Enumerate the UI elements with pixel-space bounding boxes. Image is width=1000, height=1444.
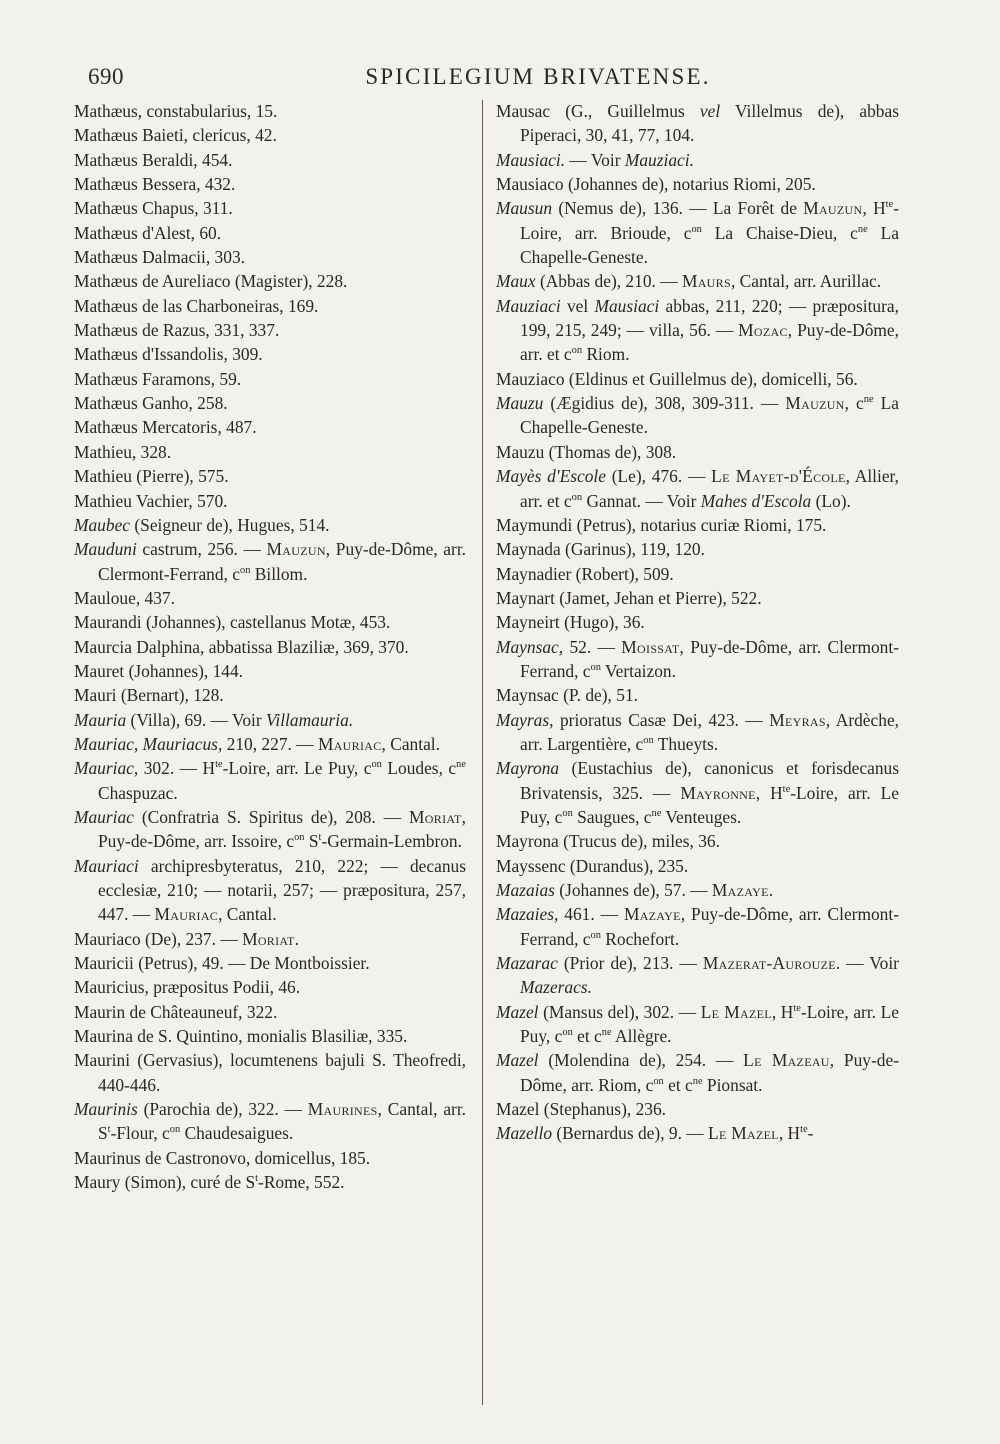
index-entry: [496, 269, 899, 293]
entry-text: Mauziaci: [496, 295, 561, 316]
entry-text: archipresbyteratus, 210, 222; — decanus ecclesiæ, 210; — notarii, 257; — præpositura, 257, 447. —: [98, 855, 466, 925]
index-entry: [74, 610, 466, 634]
entry-text: on: [562, 1027, 573, 1039]
entry-text: Mauduni: [74, 539, 137, 560]
entry-text: (Confratria S. Spiritus de), 208. —: [133, 806, 410, 827]
entry-text: Billom.: [250, 563, 308, 584]
entry-text: , H: [755, 782, 783, 803]
entry-text: Mayrona: [496, 758, 560, 779]
entry-text: Meyras: [769, 709, 826, 730]
entry-text: prioratus Casæ Dei, 423. —: [553, 709, 770, 730]
entry-text: Mazarac: [496, 953, 558, 974]
entry-text: -Loire, arr. Le Puy, c: [520, 782, 899, 827]
index-entry: [496, 586, 899, 610]
index-entry: [496, 1000, 899, 1049]
entry-text: Mathieu (Pierre), 575.: [74, 466, 229, 487]
index-entry: [74, 659, 466, 683]
entry-text: Moriat: [409, 806, 462, 827]
entry-text: Mazaye: [623, 904, 681, 925]
entry-text: te: [215, 759, 223, 771]
index-entry: [74, 1048, 466, 1097]
entry-text: Chaspuzac.: [98, 782, 178, 803]
index-entry: [74, 975, 466, 999]
entry-text: on: [590, 662, 601, 674]
index-entry: [74, 269, 466, 293]
index-column-left: [74, 99, 466, 1194]
entry-text: Mathæus Baieti, clericus, 42.: [74, 125, 277, 146]
entry-text: Mazerat-Aurouze: [702, 953, 836, 974]
index-entry: [496, 1097, 899, 1121]
entry-text: Maurin de Châteauneuf, 322.: [74, 1001, 278, 1022]
entry-text: Pionsat.: [702, 1074, 763, 1095]
entry-text: Mathæus Mercatoris, 487.: [74, 417, 257, 438]
entry-text: Rochefort.: [600, 928, 680, 949]
index-entry: [74, 318, 466, 342]
index-entry: [74, 391, 466, 415]
entry-text: -Germain-Lembron.: [321, 831, 462, 852]
entry-text: , H: [862, 198, 886, 219]
entry-text: castrum, 256. —: [136, 539, 267, 560]
index-entry: [74, 99, 466, 123]
entry-text: Thueyts.: [653, 733, 719, 754]
entry-text: Mahes d'Escola: [700, 490, 812, 511]
index-entry: [74, 805, 466, 854]
entry-text: (Nemus de), 136. — La Forêt de: [552, 198, 804, 219]
index-entry: [74, 221, 466, 245]
index-entry: [496, 196, 899, 269]
index-entry: [74, 123, 466, 147]
index-entry: [496, 1048, 899, 1097]
entry-text: Mathæus de las Charboneiras, 169.: [74, 295, 319, 316]
entry-text: Mauriac: [317, 733, 382, 754]
entry-text: Mauzu: [496, 393, 544, 414]
entry-text: on: [691, 223, 702, 235]
entry-text: , c: [844, 393, 864, 414]
entry-text: Mayras,: [496, 709, 554, 730]
index-entry: [74, 415, 466, 439]
entry-text: Mayès d'Escole: [496, 466, 606, 487]
entry-text: Maynsac (P. de), 51.: [496, 685, 638, 706]
entry-text: on: [571, 491, 583, 503]
index-entry: [74, 1170, 466, 1194]
entry-text: Mauria: [74, 709, 127, 730]
entry-text: te: [800, 1124, 808, 1136]
entry-text: Maurandi (Johannes), castellanus Motæ, 453.: [74, 612, 391, 633]
entry-text: , Cantal.: [218, 904, 277, 925]
entry-text: , Ardèche, arr. Largentière, c: [520, 709, 900, 754]
page-number: 690: [88, 64, 124, 89]
entry-text: (Johannes de), 57. —: [554, 880, 712, 900]
index-entry: [496, 391, 899, 440]
entry-text: on: [653, 1075, 664, 1087]
index-entry: [496, 829, 899, 853]
entry-text: 52. —: [563, 636, 622, 657]
entry-text: Saugues, c: [572, 806, 652, 827]
entry-text: Maurines: [307, 1099, 378, 1120]
index-entry: [74, 1000, 466, 1024]
entry-text: vel: [699, 101, 721, 121]
entry-text: Le Mayet-d'École: [711, 466, 846, 487]
index-entry: [496, 854, 899, 878]
entry-text: (Villa), 69. — Voir: [126, 709, 267, 730]
index-entry: [496, 294, 899, 367]
entry-text: on: [169, 1124, 181, 1136]
entry-text: Mauricius, præpositus Podii, 46.: [74, 977, 301, 998]
entry-text: Loudes, c: [381, 758, 457, 779]
entry-text: Maurini (Gervasius), locumtenens bajuli S. Theofredi, 440-446.: [74, 1050, 466, 1095]
entry-text: , H: [771, 1001, 794, 1022]
entry-text: Mayssenc (Durandus), 235.: [496, 855, 689, 876]
entry-text: La Chapelle-Geneste.: [520, 393, 899, 438]
index-entry: [74, 708, 466, 732]
entry-text: Maux: [496, 271, 536, 292]
entry-text: on: [571, 345, 583, 357]
entry-text: , Cantal.: [381, 733, 440, 754]
entry-text: ne: [601, 1027, 612, 1039]
entry-text: Mauret (Johannes), 144.: [74, 660, 244, 681]
entry-text: Maymundi (Petrus), notarius curiæ Riomi, 175.: [496, 514, 827, 535]
entry-text: , Puy-de-Dôme, arr. Riom, c: [520, 1050, 899, 1095]
index-entry: [74, 586, 466, 610]
index-entry: [496, 1121, 899, 1145]
index-entry: [496, 610, 899, 634]
entry-text: on: [371, 759, 382, 771]
entry-text: Mausun: [496, 198, 553, 219]
entry-text: Mathæus Faramons, 59.: [74, 368, 242, 389]
entry-text: , Puy-de-Dôme, arr. Clermont-Ferrand, c: [98, 539, 466, 584]
entry-text: , Puy-de-Dôme, arr. et c: [520, 320, 899, 365]
entry-text: -Loire, arr. Le Puy, c: [222, 758, 372, 779]
index-entry: [496, 367, 899, 391]
entry-text: Gannat. — Voir: [582, 490, 701, 511]
entry-text: Mazeracs.: [520, 977, 592, 998]
entry-text: Maurinis: [74, 1099, 138, 1120]
index-entry: [74, 245, 466, 269]
entry-text: S: [304, 831, 319, 852]
entry-text: , Cantal, arr. Aurillac.: [730, 271, 882, 292]
entry-text: Mauriaco (De), 237. —: [74, 928, 243, 949]
entry-text: Mauriac: [74, 806, 134, 827]
entry-text: Mathieu Vachier, 570.: [74, 490, 228, 511]
entry-text: t: [107, 1124, 111, 1136]
entry-text: vel: [560, 295, 595, 316]
entry-text: (Abbas de), 210. —: [535, 271, 682, 292]
entry-text: ne: [863, 394, 874, 406]
index-entry: [74, 756, 466, 805]
index-entry: [496, 148, 899, 172]
entry-text: .: [294, 928, 300, 949]
entry-text: ne: [651, 808, 662, 820]
entry-text: Mausac (G., Guillelmus: [496, 101, 700, 121]
entry-text: te: [782, 783, 791, 795]
entry-text: ne: [692, 1075, 703, 1087]
entry-text: . — Voir: [835, 953, 899, 974]
index-entry: [74, 513, 466, 537]
entry-text: Mozac: [738, 320, 788, 341]
entry-text: et c: [572, 1026, 602, 1047]
index-entry: [496, 562, 899, 586]
entry-text: et c: [663, 1074, 693, 1095]
index-entry: [496, 708, 899, 757]
entry-text: Vertaizon.: [600, 660, 676, 681]
entry-text: .: [768, 880, 774, 900]
entry-text: Mauri (Bernart), 128.: [74, 685, 224, 706]
entry-text: Maubec: [74, 514, 131, 535]
entry-text: , Allier, arr. et c: [520, 466, 899, 511]
entry-text: (Prior de), 213. —: [557, 953, 703, 974]
entry-text: Chaudesaigues.: [180, 1123, 294, 1144]
entry-text: -Loire, arr. Le Puy, c: [520, 1001, 899, 1047]
entry-text: Mauziaci.: [624, 149, 694, 170]
entry-text: 461. —: [558, 904, 624, 925]
entry-text: Mathæus Dalmacii, 303.: [74, 247, 245, 268]
entry-text: La Chaise-Dieu, c: [701, 222, 858, 243]
entry-text: Allègre.: [611, 1026, 672, 1047]
entry-text: te: [885, 199, 894, 211]
entry-text: Mathæus de Razus, 331, 337.: [74, 320, 280, 341]
entry-text: on: [562, 808, 573, 820]
index-entry: [74, 951, 466, 975]
entry-text: Mausiaco (Johannes de), notarius Riomi, 205.: [496, 174, 816, 195]
entry-text: on: [643, 735, 654, 747]
entry-text: (Ægidius de), 308, 309-311. —: [543, 393, 786, 414]
index-entry: [74, 196, 466, 220]
entry-text: Mauriac: [154, 904, 219, 925]
entry-text: (Eustachius de), canonicus et forisdecanus Brivatensis, 325. —: [520, 758, 899, 803]
entry-text: ne: [857, 223, 868, 235]
entry-text: Mayrona (Trucus de), miles, 36.: [496, 831, 720, 852]
entry-text: Mausiaci: [594, 295, 660, 316]
entry-text: Mauloue, 437.: [74, 587, 175, 608]
entry-text: Mathæus d'Issandolis, 309.: [74, 344, 263, 365]
index-entry: [496, 440, 899, 464]
entry-text: Mauriaci: [74, 855, 139, 876]
entry-text: on: [294, 832, 305, 844]
index-entry: [74, 294, 466, 318]
entry-text: Maynadier (Robert), 509.: [496, 563, 674, 584]
entry-text: Mathieu, 328.: [74, 441, 172, 462]
entry-text: Mathæus, constabularius, 15.: [74, 101, 278, 121]
index-entry: [74, 489, 466, 513]
entry-text: (Mansus del), 302. —: [538, 1001, 701, 1022]
entry-text: (Bernardus de), 9. —: [552, 1123, 709, 1144]
entry-text: Mathæus d'Alest, 60.: [74, 222, 222, 243]
index-entry: [74, 440, 466, 464]
entry-text: Mauzun: [785, 393, 845, 414]
entry-text: t: [255, 1173, 259, 1185]
entry-text: t: [318, 832, 322, 844]
index-entry: [74, 732, 466, 756]
index-entry: [74, 854, 466, 927]
entry-text: Mauzun: [803, 198, 863, 219]
entry-text: Mauriac,: [74, 758, 139, 779]
entry-text: Mausiaci.: [496, 149, 566, 170]
index-entry: [74, 1097, 466, 1146]
entry-text: Mauziaco (Eldinus et Guillelmus de), domicelli, 56.: [496, 368, 858, 389]
index-entry: [74, 1146, 466, 1170]
entry-text: Mayneirt (Hugo), 36.: [496, 612, 645, 633]
index-entry: [496, 902, 899, 951]
entry-text: ne: [456, 759, 466, 771]
entry-text: Moissat: [621, 636, 680, 657]
index-entry: [74, 927, 466, 951]
entry-text: Mauzu (Thomas de), 308.: [496, 441, 677, 462]
entry-text: Mathæus Ganho, 258.: [74, 393, 228, 414]
entry-text: 210, 227. —: [222, 733, 318, 754]
entry-text: La Chapelle-Geneste.: [520, 222, 899, 268]
entry-text: Riom.: [582, 344, 630, 365]
index-entry: [496, 537, 899, 561]
index-entry: [74, 635, 466, 659]
entry-text: -Flour, c: [110, 1123, 170, 1144]
entry-text: Maurs: [681, 271, 731, 292]
entry-text: Maynart (Jamet, Jehan et Pierre), 522.: [496, 587, 762, 608]
entry-text: (Seigneur de), Hugues, 514.: [130, 514, 330, 535]
entry-text: — Voir: [565, 149, 625, 170]
entry-text: Maurina de S. Quintino, monialis Blasiliæ, 335.: [74, 1026, 408, 1047]
entry-text: -Rome, 552.: [258, 1172, 345, 1193]
index-entry: [74, 537, 466, 586]
entry-text: Villelmus de), abbas Piperaci, 30, 41, 77, 104.: [520, 101, 899, 146]
entry-text: Venteuges.: [661, 806, 742, 827]
index-entry: [496, 951, 899, 1000]
entry-text: Mauzun: [266, 539, 326, 560]
entry-text: Mathæus Beraldi, 454.: [74, 149, 233, 170]
entry-text: Mayronne: [680, 782, 756, 803]
entry-text: Mauricii (Petrus), 49. — De Montboissier.: [74, 953, 370, 974]
entry-text: Moriat: [242, 928, 295, 949]
index-column-right: [496, 99, 899, 1146]
entry-text: , Cantal, arr. S: [98, 1099, 467, 1144]
entry-text: Mazaies,: [496, 904, 559, 925]
entry-text: abbas, 211, 220; — præpositura, 199, 215, 249; — villa, 56. —: [520, 295, 899, 341]
index-entry: [74, 1024, 466, 1048]
index-entry: [496, 464, 899, 513]
page-title: SPICILEGIUM BRIVATENSE.: [365, 64, 711, 89]
entry-text: Maurcia Dalphina, abbatissa Blaziliæ, 369, 370.: [74, 636, 409, 657]
index-entry: [496, 99, 899, 148]
entry-text: Mauriac, Mauriacus,: [74, 733, 223, 754]
entry-text: -: [807, 1123, 814, 1144]
entry-text: Mazello: [496, 1123, 553, 1144]
entry-text: (Le), 476. —: [605, 466, 712, 487]
entry-text: , Puy-de-Dôme, arr. Clermont-Ferrand, c: [520, 636, 899, 681]
entry-text: Mazel: [496, 1001, 539, 1022]
entry-text: Mathæus Bessera, 432.: [74, 174, 236, 195]
entry-text: Villamauria.: [266, 709, 354, 730]
index-entry: [496, 172, 899, 196]
entry-text: Le Mazel: [700, 1001, 772, 1022]
entry-text: (Molendina de), 254. —: [538, 1050, 744, 1071]
entry-text: on: [590, 929, 601, 941]
index-entry: [496, 635, 899, 684]
index-entry: [496, 756, 899, 829]
entry-text: 302. — H: [138, 758, 216, 779]
entry-text: , Puy-de-Dôme, arr. Issoire, c: [98, 806, 466, 852]
entry-text: Le Mazeau: [743, 1050, 830, 1071]
column-divider: [482, 100, 483, 1405]
page-header: [88, 64, 928, 98]
entry-text: (Lo).: [811, 490, 851, 511]
entry-text: Mazaias: [496, 880, 555, 900]
index-entry: [496, 683, 899, 707]
entry-text: on: [239, 564, 251, 576]
entry-text: , H: [778, 1123, 801, 1144]
entry-text: Mazel: [496, 1050, 539, 1071]
index-entry: [74, 367, 466, 391]
index-entry: [74, 464, 466, 488]
index-entry: [496, 513, 899, 537]
index-entry: [74, 683, 466, 707]
entry-text: te: [793, 1002, 801, 1014]
entry-text: (Parochia de), 322. —: [137, 1099, 308, 1120]
entry-text: Maury (Simon), curé de S: [74, 1172, 256, 1193]
index-entry: [74, 148, 466, 172]
index-entry: [496, 878, 899, 902]
entry-text: -Loire, arr. Brioude, c: [520, 198, 899, 243]
entry-text: , Puy-de-Dôme, arr. Clermont-Ferrand, c: [520, 904, 899, 949]
index-entry: [74, 342, 466, 366]
entry-text: Mathæus Chapus, 311.: [74, 198, 233, 219]
entry-text: Maynsac,: [496, 636, 564, 657]
entry-text: Le Mazel: [708, 1123, 779, 1144]
entry-text: Mazel (Stephanus), 236.: [496, 1099, 667, 1120]
entry-text: Mazaye: [711, 880, 769, 900]
entry-text: Mathæus de Aureliaco (Magister), 228.: [74, 271, 348, 292]
entry-text: Maurinus de Castronovo, domicellus, 185.: [74, 1147, 371, 1168]
index-entry: [74, 172, 466, 196]
entry-text: Maynada (Garinus), 119, 120.: [496, 539, 705, 560]
